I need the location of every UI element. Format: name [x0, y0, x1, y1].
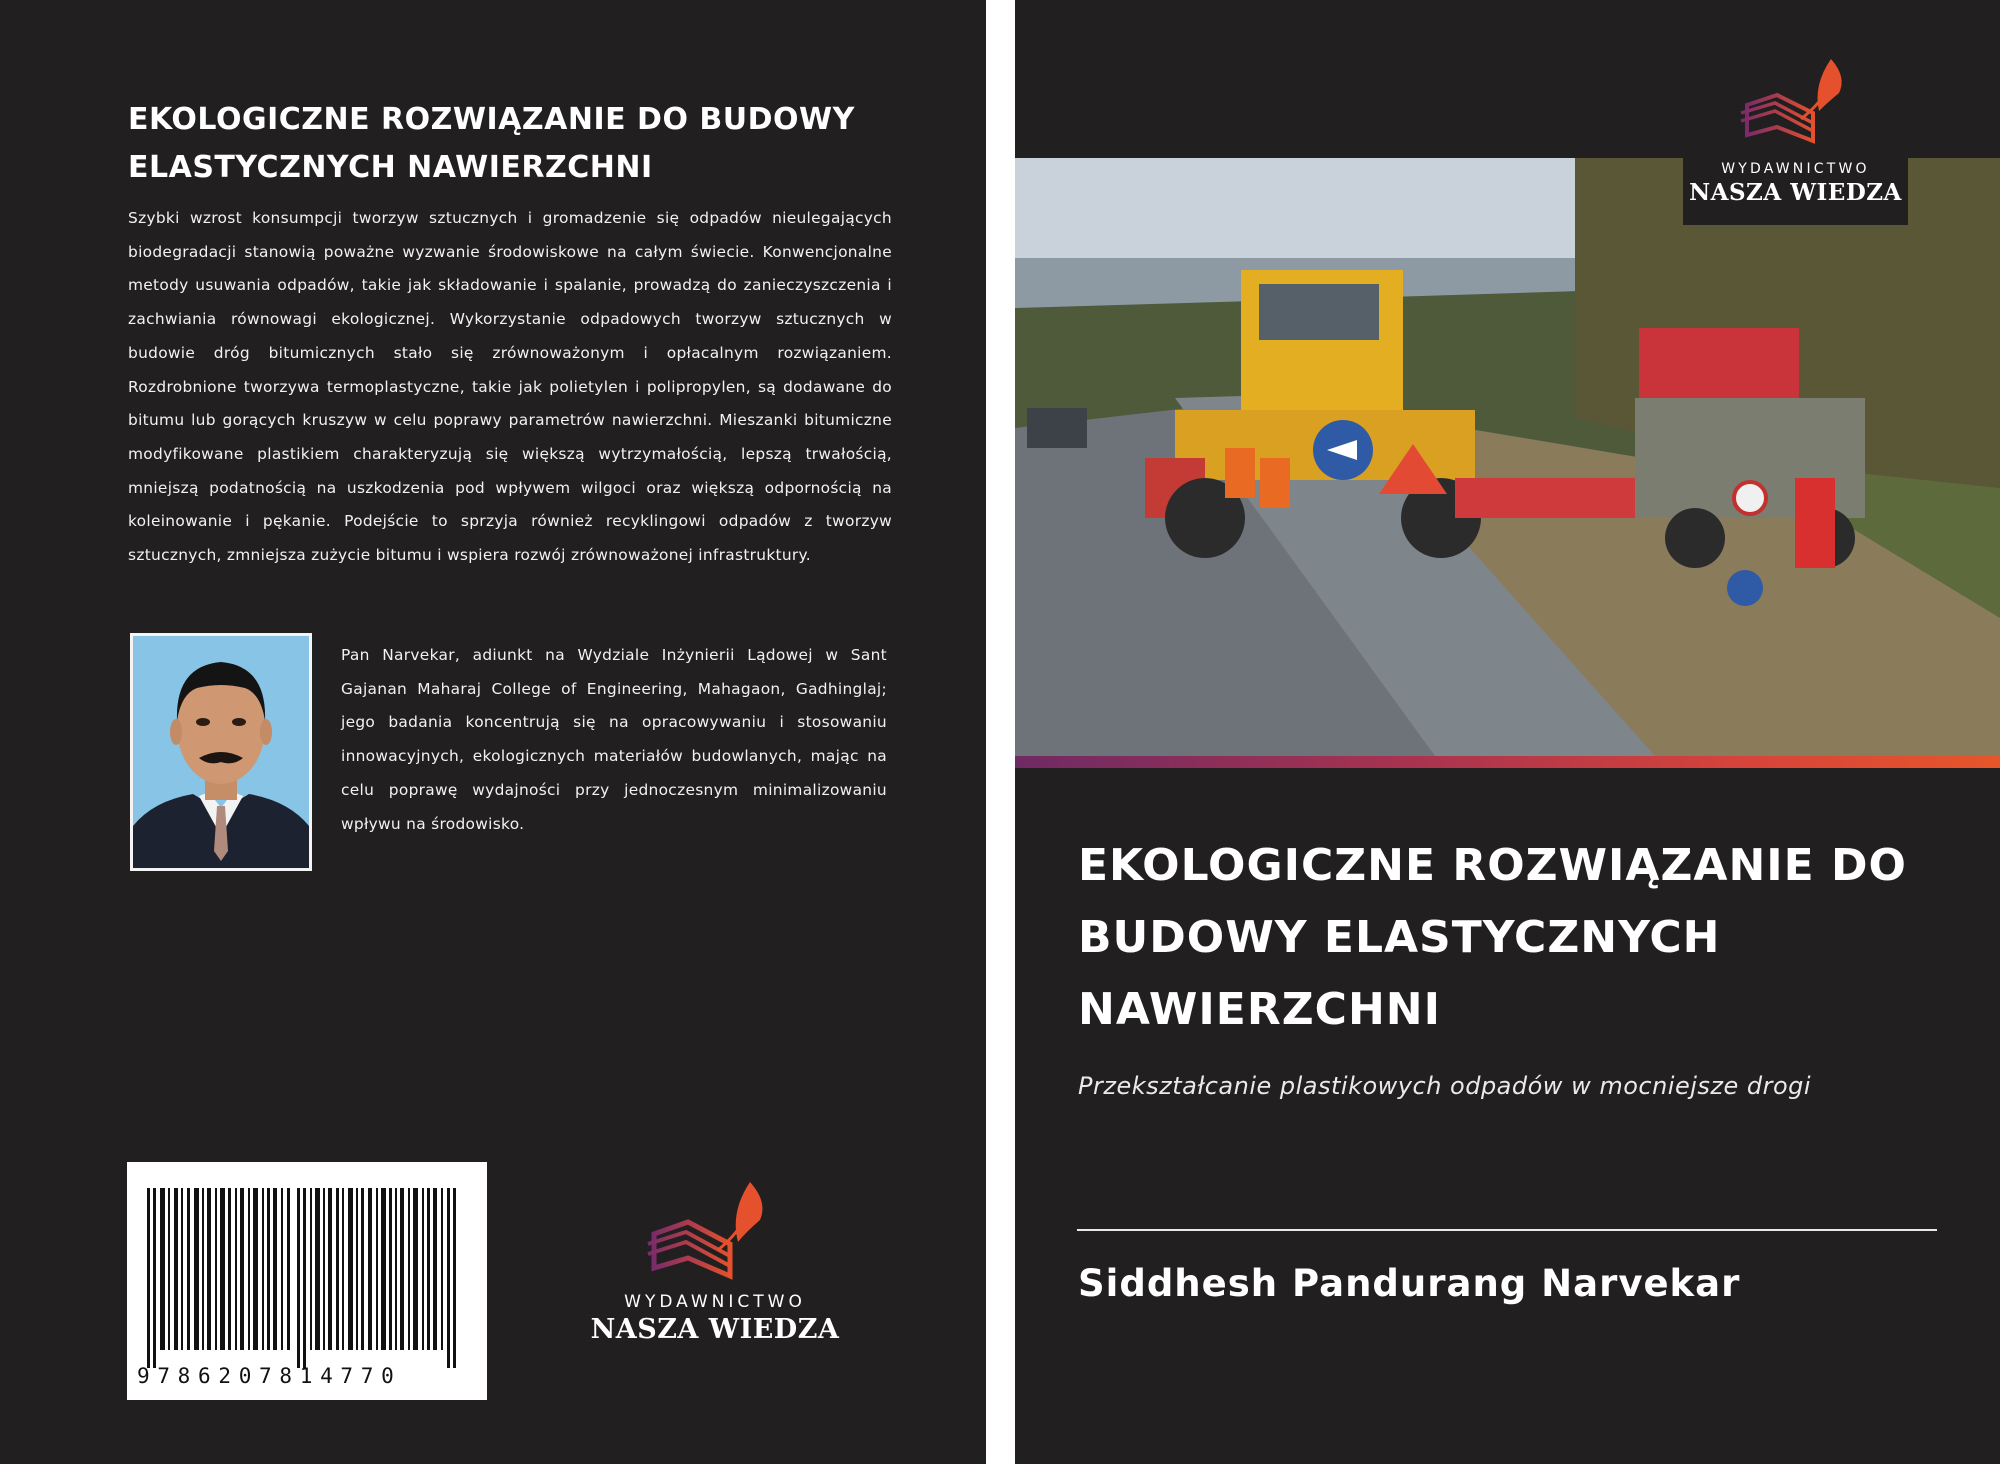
front-cover-author: Siddhesh Pandurang Narvekar [1078, 1262, 1741, 1305]
publisher-line1: WYDAWNICTWO [1721, 161, 1870, 177]
publisher-line1: WYDAWNICTWO [624, 1292, 806, 1312]
author-portrait-icon [133, 636, 309, 868]
back-cover [0, 0, 986, 1464]
book-quill-logo-icon [590, 1172, 840, 1292]
isbn-barcode [127, 1162, 487, 1400]
front-cover-title: EKOLOGICZNE ROZWIĄZANIE DO BUDOWY ELASTYCZNYCH NAWIERZCHNI [1078, 840, 1907, 1035]
book-quill-logo-icon [1683, 55, 1908, 155]
author-bio: Pan Narvekar, adiunkt na Wydziale Inżynierii Lądowej w Sant Gajanan Maharaj College of Engineering, Mahagaon, Gadhinglaj; jego badania koncentrują się na opracowywaniu i stosowaniu innowacyjnych, ekologicznych materiałów budowlanych, mając na celu poprawę wydajności przy jednoczesnym minimalizowaniu wpływu na środowisko. [341, 646, 887, 833]
publisher-line2: NASZA WIEDZA [590, 1314, 840, 1345]
publisher-logo-box [1683, 155, 1908, 225]
publisher-logo-front [1683, 55, 1908, 225]
back-cover-title: EKOLOGICZNE ROZWIĄZANIE DO BUDOWY ELASTYCZNYCH NAWIERZCHNI [128, 102, 855, 185]
author-photo [130, 633, 312, 871]
publisher-line2: NASZA WIEDZA [1689, 179, 1902, 206]
road-construction-photo-icon [1015, 158, 2000, 756]
title-divider [1077, 1229, 1937, 1231]
isbn-digits: 9786207814770 [137, 1364, 402, 1388]
front-cover-subtitle: Przekształcanie plastikowych odpadów w mocniejsze drogi [1078, 1072, 1812, 1100]
back-cover-blurb: Szybki wzrost konsumpcji tworzyw sztucznych i gromadzenie się odpadów nieulegających biodegradacji stanowią poważne wyzwanie środowiskowe na całym świecie. Konwencjonalne metody usuwania odpadów, takie jak składowanie i spalanie, prowadzą do zanieczyszczenia i zachwiania równowagi ekologicznej. Wykorzystanie odpadowych tworzyw sztucznych w budowie dróg bitumicznych stało się zrównoważonym i opłacalnym rozwiązaniem. Rozdrobnione tworzywa termoplastyczne, takie jak polietylen i polipropylen, są dodawane do bitumu lub gorących kruszyw w celu poprawy parametrów nawierzchni. Mieszanki bitumiczne modyfikowane plastikiem charakteryzują się większą wytrzymałością, lepszą trwałością, mniejszą podatnością na uszkodzenia pod wpływem wilgoci oraz większą odpornością na koleinowanie i pękanie. Podejście to sprzyja również recyklingowi odpadów z tworzyw sztucznych, zmniejsza zużycie bitumu i wspiera rozwój zrównoważonej infrastruktury. [128, 209, 892, 565]
publisher-logo-back [590, 1172, 840, 1362]
cover-photo [1015, 158, 2000, 756]
cover-accent-stripe [1015, 756, 2000, 768]
